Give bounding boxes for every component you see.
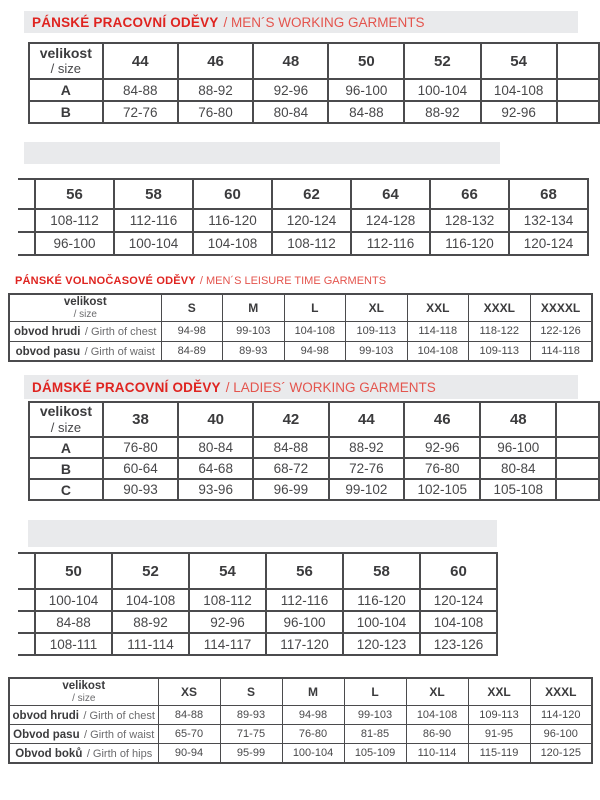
section-title-czech: DÁMSKÉ PRACOVNÍ ODĚVY xyxy=(32,379,221,395)
size-value-cell: 84-88 xyxy=(158,705,220,724)
cut-edge-cell xyxy=(18,179,35,209)
row-label-cell xyxy=(9,705,158,724)
row-label-cell: A xyxy=(29,437,103,458)
row-label-cell: B xyxy=(29,458,103,479)
size-header-cell: 60 xyxy=(420,553,497,589)
size-header-cell: 56 xyxy=(266,553,343,589)
table-row xyxy=(18,209,588,232)
table-row xyxy=(18,589,497,611)
cut-edge-cell xyxy=(18,633,35,655)
row-label-english: / Girth of chest xyxy=(84,326,157,339)
cut-edge-cell xyxy=(556,402,599,437)
size-value-cell: 105-108 xyxy=(480,479,556,500)
size-value-cell: 104-108 xyxy=(112,589,189,611)
cut-edge-cell xyxy=(556,479,599,500)
size-header-cell: 46 xyxy=(178,43,253,79)
size-value-cell: 104-108 xyxy=(420,611,497,633)
size-value-cell: 96-100 xyxy=(328,79,404,101)
size-header-cell: XXL xyxy=(468,678,530,705)
table-row xyxy=(9,724,592,743)
size-value-cell: 88-92 xyxy=(404,101,480,123)
size-value-cell: 88-92 xyxy=(112,611,189,633)
table-mens-working-sizes-56-68 xyxy=(18,178,589,256)
size-header-cell: 38 xyxy=(103,402,178,437)
size-value-cell: 108-112 xyxy=(189,589,266,611)
row-label-english: / Girth of hips xyxy=(86,747,153,760)
size-value-cell: 68-72 xyxy=(253,458,328,479)
section-title-english: / MEN´S WORKING GARMENTS xyxy=(223,14,425,30)
row-label-czech: obvod hrudi xyxy=(14,326,81,339)
table-ladies-working-sizes-38-48 xyxy=(28,401,600,501)
size-value-cell: 80-84 xyxy=(178,437,253,458)
size-value-cell: 112-116 xyxy=(114,209,193,232)
section-header-mens-leisure xyxy=(15,275,386,287)
size-value-cell: 71-75 xyxy=(220,724,282,743)
size-value-cell: 120-125 xyxy=(530,743,592,763)
size-header-cell: 64 xyxy=(351,179,430,209)
size-value-cell: 76-80 xyxy=(103,437,178,458)
table-row xyxy=(18,611,497,633)
size-value-cell: 104-108 xyxy=(193,232,272,255)
size-value-cell: 94-98 xyxy=(284,341,346,361)
size-value-cell: 94-98 xyxy=(282,705,344,724)
table-row xyxy=(29,101,599,123)
size-value-cell: 120-124 xyxy=(272,209,351,232)
size-value-cell: 84-88 xyxy=(328,101,404,123)
size-header-cell: S xyxy=(220,678,282,705)
row-label-czech: Obvod pasu xyxy=(13,728,80,741)
size-header-cell: 60 xyxy=(193,179,272,209)
size-value-cell: 60-64 xyxy=(103,458,178,479)
size-value-cell: 100-104 xyxy=(35,589,112,611)
size-header-cell: XL xyxy=(346,294,408,321)
size-header-cell: 68 xyxy=(509,179,588,209)
cut-edge-cell xyxy=(18,611,35,633)
size-header-cell: 44 xyxy=(103,43,178,79)
corner-label-line1: velikost xyxy=(39,44,92,61)
table-row xyxy=(9,705,592,724)
size-value-cell: 100-104 xyxy=(282,743,344,763)
size-value-cell: 65-70 xyxy=(158,724,220,743)
size-header-cell: XXXL xyxy=(530,678,592,705)
cut-edge-cell xyxy=(557,79,599,101)
size-value-cell: 104-108 xyxy=(406,705,468,724)
row-label-cell: A xyxy=(29,79,103,101)
size-value-cell: 96-100 xyxy=(35,232,114,255)
size-value-cell: 80-84 xyxy=(253,101,328,123)
row-label-english: / Girth of chest xyxy=(83,709,155,722)
size-value-cell: 109-113 xyxy=(469,341,531,361)
size-header-cell: 40 xyxy=(178,402,253,437)
size-value-cell: 99-102 xyxy=(329,479,405,500)
cut-edge-cell xyxy=(556,437,599,458)
corner-label-line2: / size xyxy=(72,693,96,705)
size-value-cell: 122-126 xyxy=(530,321,592,341)
corner-label-line2: / size xyxy=(73,309,97,321)
size-value-cell: 96-100 xyxy=(530,724,592,743)
size-value-cell: 91-95 xyxy=(468,724,530,743)
section-header-mens-working xyxy=(24,11,578,33)
size-header-cell: S xyxy=(161,294,223,321)
row-label-cell: B xyxy=(29,101,103,123)
size-value-cell: 100-104 xyxy=(404,79,480,101)
size-value-cell: 120-123 xyxy=(343,633,420,655)
cut-edge-cell xyxy=(18,553,35,589)
size-value-cell: 120-124 xyxy=(420,589,497,611)
size-value-cell: 114-118 xyxy=(530,341,592,361)
size-header-cell: XXXXL xyxy=(530,294,592,321)
corner-label-line2: / size xyxy=(50,419,82,435)
size-header-cell: 58 xyxy=(343,553,420,589)
size-value-cell: 90-93 xyxy=(103,479,178,500)
size-value-cell: 96-99 xyxy=(253,479,328,500)
row-label-cell xyxy=(9,341,161,361)
size-value-cell: 89-93 xyxy=(223,341,285,361)
size-value-cell: 64-68 xyxy=(178,458,253,479)
size-value-cell: 84-88 xyxy=(253,437,328,458)
corner-label-line2: / size xyxy=(50,61,81,77)
size-value-cell: 110-114 xyxy=(406,743,468,763)
size-header-cell: XL xyxy=(406,678,468,705)
section-title-english: / MEN´S LEISURE TIME GARMENTS xyxy=(199,275,387,287)
table-row xyxy=(9,321,592,341)
size-value-cell: 100-104 xyxy=(114,232,193,255)
cut-edge-cell xyxy=(557,43,599,79)
size-header-cell: 54 xyxy=(189,553,266,589)
size-header-cell: M xyxy=(223,294,285,321)
table-row xyxy=(29,437,599,458)
size-value-cell: 92-96 xyxy=(189,611,266,633)
size-value-cell: 123-126 xyxy=(420,633,497,655)
row-label-english: / Girth of waist xyxy=(84,346,155,359)
size-value-cell: 76-80 xyxy=(178,101,253,123)
size-value-cell: 92-96 xyxy=(404,437,480,458)
size-value-cell: 108-112 xyxy=(35,209,114,232)
size-header-cell: XXL xyxy=(407,294,469,321)
size-value-cell: 99-103 xyxy=(346,341,408,361)
size-value-cell: 90-94 xyxy=(158,743,220,763)
size-value-cell: 120-124 xyxy=(509,232,588,255)
size-value-cell: 108-112 xyxy=(272,232,351,255)
size-value-cell: 84-89 xyxy=(161,341,223,361)
size-value-cell: 132-134 xyxy=(509,209,588,232)
row-label-cell: C xyxy=(29,479,103,500)
size-value-cell: 99-103 xyxy=(223,321,285,341)
size-value-cell: 117-120 xyxy=(266,633,343,655)
size-value-cell: 128-132 xyxy=(430,209,509,232)
size-header-cell: 54 xyxy=(481,43,557,79)
divider-bar xyxy=(24,142,500,164)
divider-bar xyxy=(28,520,497,547)
corner-label-line1: velikost xyxy=(39,403,92,420)
size-value-cell: 84-88 xyxy=(103,79,178,101)
corner-label-line1: velikost xyxy=(63,296,107,308)
size-value-cell: 76-80 xyxy=(404,458,480,479)
size-value-cell: 94-98 xyxy=(161,321,223,341)
size-value-cell: 112-116 xyxy=(266,589,343,611)
corner-label-line1: velikost xyxy=(62,680,106,692)
size-value-cell: 92-96 xyxy=(253,79,328,101)
size-header-cell: 56 xyxy=(35,179,114,209)
row-label-english: / Girth of waist xyxy=(84,728,155,741)
size-value-cell: 115-119 xyxy=(468,743,530,763)
size-header-corner xyxy=(29,43,103,79)
table-row xyxy=(29,458,599,479)
table-row xyxy=(18,232,588,255)
size-header-cell: 62 xyxy=(272,179,351,209)
size-header-cell: 42 xyxy=(253,402,328,437)
size-value-cell: 102-105 xyxy=(404,479,480,500)
size-value-cell: 99-103 xyxy=(344,705,406,724)
size-value-cell: 80-84 xyxy=(480,458,556,479)
size-header-cell: XS xyxy=(158,678,220,705)
size-header-corner xyxy=(9,294,161,321)
size-header-cell: 66 xyxy=(430,179,509,209)
size-value-cell: 116-120 xyxy=(343,589,420,611)
size-value-cell: 81-85 xyxy=(344,724,406,743)
cut-edge-cell xyxy=(18,209,35,232)
size-value-cell: 108-111 xyxy=(35,633,112,655)
cut-edge-cell xyxy=(18,232,35,255)
row-label-czech: Obvod boků xyxy=(15,747,83,760)
size-value-cell: 116-120 xyxy=(193,209,272,232)
cut-edge-cell xyxy=(556,458,599,479)
size-value-cell: 104-108 xyxy=(407,341,469,361)
size-value-cell: 104-108 xyxy=(481,79,557,101)
size-value-cell: 114-117 xyxy=(189,633,266,655)
size-header-cell: 52 xyxy=(404,43,480,79)
size-value-cell: 88-92 xyxy=(178,79,253,101)
section-title-czech: PÁNSKÉ VOLNOČASOVÉ ODĚVY xyxy=(15,275,196,287)
size-header-cell: 48 xyxy=(253,43,328,79)
table-row xyxy=(29,479,599,500)
table-mens-leisure-sizes xyxy=(8,293,593,362)
size-header-cell: 46 xyxy=(404,402,480,437)
size-value-cell: 72-76 xyxy=(329,458,405,479)
section-header-ladies-working xyxy=(24,375,578,399)
size-header-cell: M xyxy=(282,678,344,705)
row-label-czech: obvod pasu xyxy=(15,346,81,359)
section-title-czech: PÁNSKÉ PRACOVNÍ ODĚVY xyxy=(32,14,219,30)
size-header-cell: 44 xyxy=(329,402,405,437)
table-mens-working-sizes-44-54 xyxy=(28,42,600,124)
size-header-cell: L xyxy=(284,294,346,321)
cut-edge-cell xyxy=(557,101,599,123)
row-label-cell xyxy=(9,321,161,341)
size-value-cell: 92-96 xyxy=(481,101,557,123)
size-value-cell: 72-76 xyxy=(103,101,178,123)
table-row xyxy=(9,341,592,361)
size-value-cell: 76-80 xyxy=(282,724,344,743)
table-row xyxy=(29,79,599,101)
size-value-cell: 96-100 xyxy=(266,611,343,633)
size-value-cell: 104-108 xyxy=(284,321,346,341)
size-value-cell: 124-128 xyxy=(351,209,430,232)
size-header-cell: 50 xyxy=(328,43,404,79)
size-header-cell: 58 xyxy=(114,179,193,209)
size-value-cell: 93-96 xyxy=(178,479,253,500)
size-value-cell: 109-113 xyxy=(346,321,408,341)
size-value-cell: 114-120 xyxy=(530,705,592,724)
size-value-cell: 116-120 xyxy=(430,232,509,255)
size-header-cell: L xyxy=(344,678,406,705)
size-value-cell: 96-100 xyxy=(480,437,556,458)
size-header-corner xyxy=(29,402,103,437)
cut-edge-cell xyxy=(18,589,35,611)
section-title-english: / LADIES´ WORKING GARMENTS xyxy=(225,379,436,395)
table-ladies-working-measures xyxy=(8,677,593,764)
size-header-cell: XXXL xyxy=(469,294,531,321)
size-value-cell: 118-122 xyxy=(469,321,531,341)
row-label-czech: obvod hrudi xyxy=(12,709,79,722)
size-header-corner xyxy=(9,678,158,705)
size-value-cell: 86-90 xyxy=(406,724,468,743)
size-value-cell: 100-104 xyxy=(343,611,420,633)
size-header-cell: 52 xyxy=(112,553,189,589)
row-label-cell xyxy=(9,743,158,763)
size-value-cell: 112-116 xyxy=(351,232,430,255)
size-value-cell: 88-92 xyxy=(329,437,405,458)
size-value-cell: 84-88 xyxy=(35,611,112,633)
row-label-cell xyxy=(9,724,158,743)
size-header-cell: 50 xyxy=(35,553,112,589)
table-row xyxy=(9,743,592,763)
size-value-cell: 111-114 xyxy=(112,633,189,655)
table-row xyxy=(18,633,497,655)
size-value-cell: 95-99 xyxy=(220,743,282,763)
size-value-cell: 105-109 xyxy=(344,743,406,763)
size-value-cell: 114-118 xyxy=(407,321,469,341)
size-value-cell: 89-93 xyxy=(220,705,282,724)
size-value-cell: 109-113 xyxy=(468,705,530,724)
size-header-cell: 48 xyxy=(480,402,556,437)
table-ladies-working-sizes-50-60 xyxy=(18,552,498,656)
